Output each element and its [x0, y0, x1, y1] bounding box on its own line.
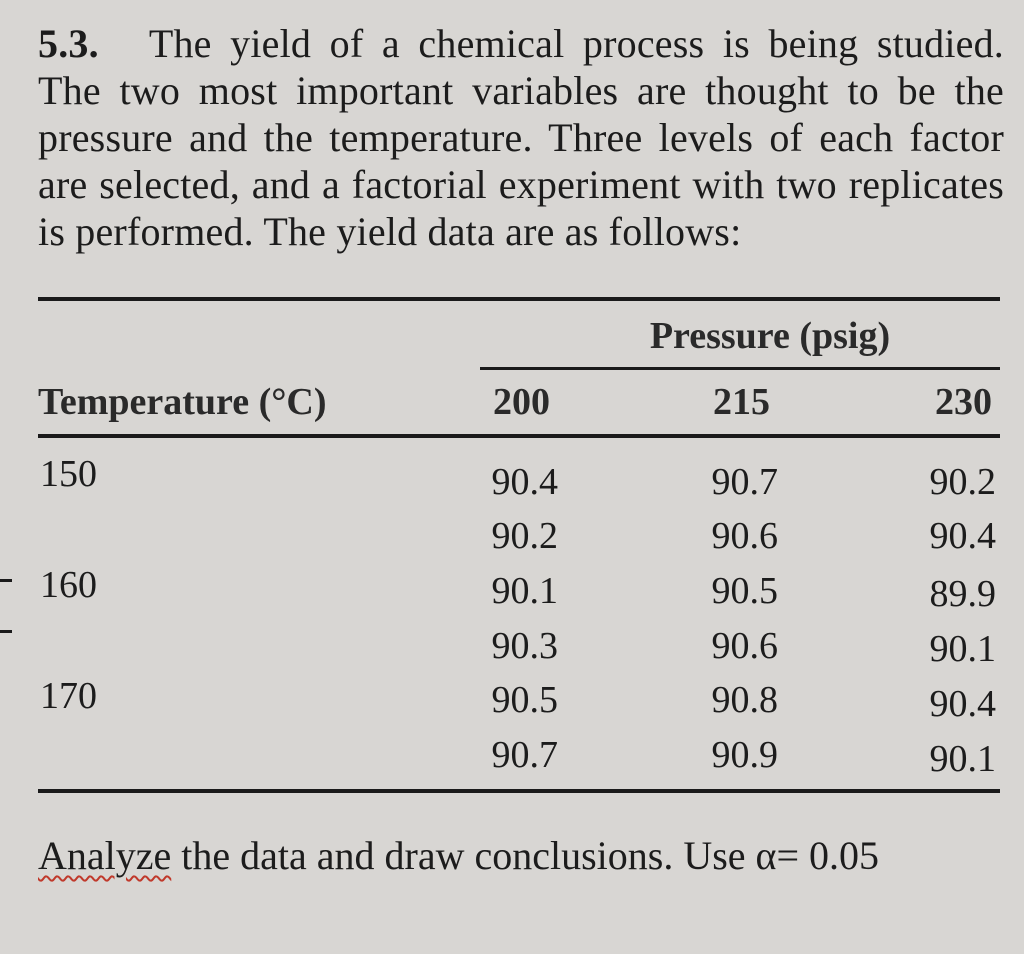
yield-cell: 90.1 [929, 738, 996, 780]
table-bottom-rule [38, 789, 1000, 793]
instruction-line [38, 832, 879, 880]
pressure-level-230: 230 [935, 381, 992, 423]
yield-cell: 90.4 [929, 515, 996, 557]
problem-statement [38, 20, 1004, 255]
column-header-rule [38, 434, 1000, 438]
table-top-rule [38, 297, 1000, 301]
pressure-level-200: 200 [493, 381, 550, 423]
temperature-cell: 150 [40, 453, 97, 495]
spellcheck-word: Analyze [38, 833, 172, 878]
instruction-rest: the data and draw conclusions. Use α= 0.05 [171, 833, 880, 878]
yield-cell: 90.5 [711, 570, 778, 612]
pressure-header-rule [480, 367, 1000, 370]
yield-cell: 90.7 [711, 461, 778, 503]
yield-cell: 90.5 [491, 679, 558, 721]
margin-mark [0, 630, 12, 633]
yield-cell: 90.4 [929, 683, 996, 725]
yield-cell: 90.7 [491, 734, 558, 776]
yield-cell: 90.8 [711, 679, 778, 721]
yield-cell: 90.2 [491, 515, 558, 557]
temperature-cell: 160 [40, 564, 97, 606]
yield-cell: 90.6 [711, 515, 778, 557]
yield-cell: 90.9 [711, 734, 778, 776]
problem-body: The yield of a chemical process is being studied. The two most important variables are thought to be the pressure and the temperature. Three levels of each factor are selected, and a factorial experiment with two replicates is performed. The yield data are as follows: [38, 21, 1004, 254]
problem-number: 5.3. [38, 21, 99, 66]
yield-cell: 90.1 [929, 628, 996, 670]
yield-cell: 89.9 [929, 573, 996, 615]
margin-mark [0, 579, 12, 582]
yield-cell: 90.3 [491, 625, 558, 667]
yield-cell: 90.4 [491, 461, 558, 503]
yield-cell: 90.6 [711, 625, 778, 667]
yield-cell: 90.1 [491, 570, 558, 612]
pressure-level-215: 215 [713, 381, 770, 423]
pressure-header: Pressure (psig) [649, 315, 891, 357]
yield-cell: 90.2 [929, 461, 996, 503]
temperature-header: Temperature (°C) [38, 381, 327, 423]
temperature-cell: 170 [40, 675, 97, 717]
